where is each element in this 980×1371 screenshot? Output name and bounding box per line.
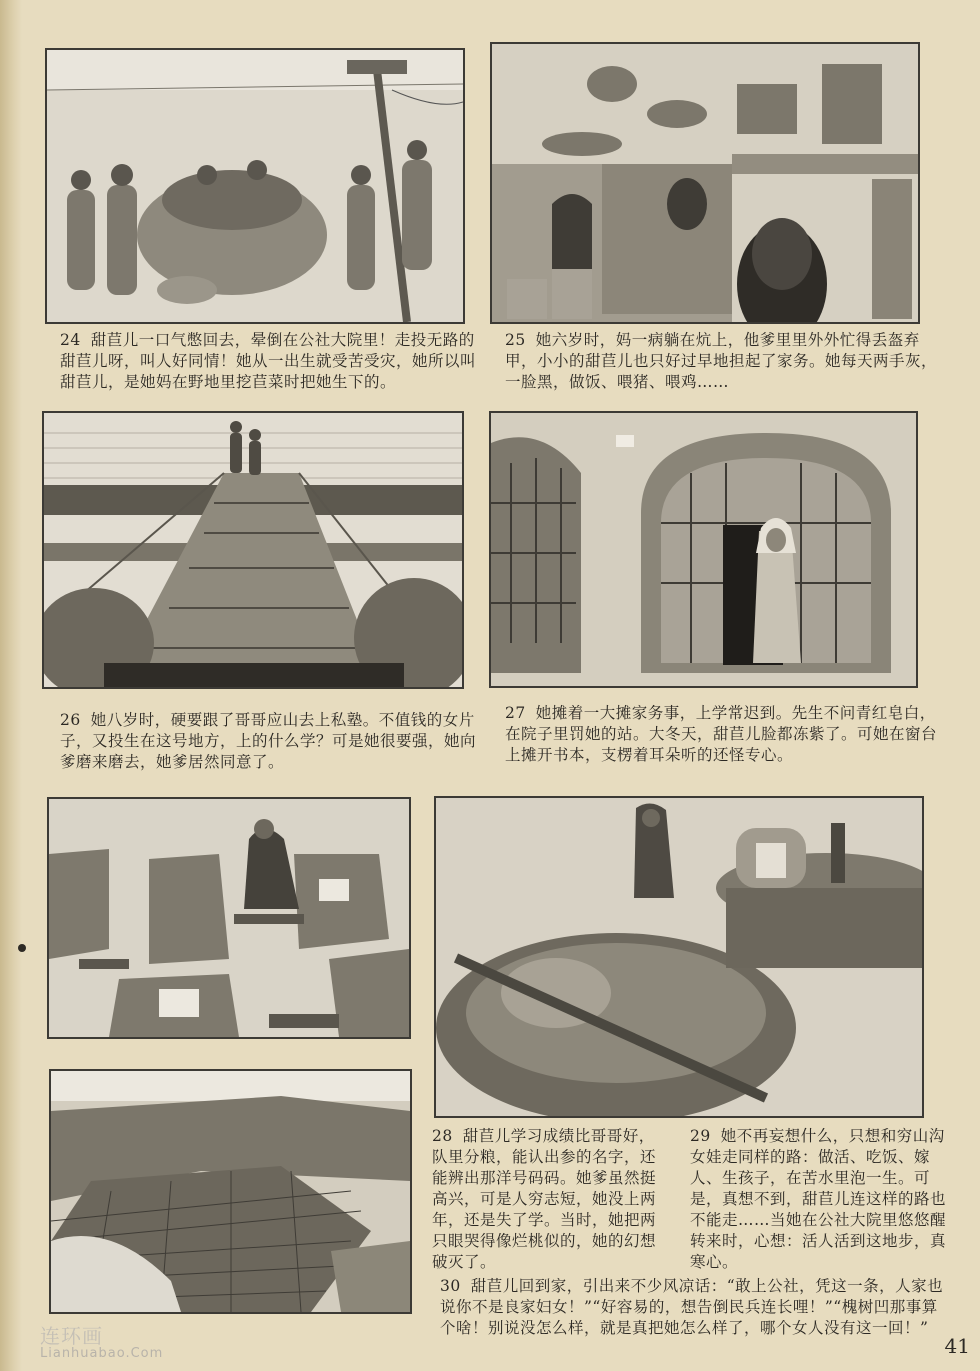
watermark-cn: 连环画 [40,1324,103,1348]
watermark-url: Lianhuabao.Com [40,1346,164,1361]
caption-text: 她不再妄想什么，只想和穷山沟女娃走同样的路：做活、吃饭、嫁人、生孩子，在苦水里泡一生。可是，真想不到，甜苣儿连这样的路也不能走……当她在公社大院里悠悠醒转来时，心想：活人活到这地步，真寒心。 [690,1127,947,1271]
panel-29-caption [690,1126,948,1273]
caption-text: 甜苣儿学习成绩比哥哥好，队里分粮，能认出参的名字，还能辨出那洋号码码。她爹虽然挺高兴，可是人穷志短，她没上两年，还是失了学。当时，她把两只眼哭得像烂桃似的，她的幻想破灭了。 [432,1127,657,1271]
panel-number: 28 [432,1127,453,1145]
panel-26-illustration [42,411,464,689]
binding-hole [18,944,26,952]
panel-number: 25 [505,331,526,349]
panel-number: 29 [690,1127,711,1145]
panel-27-caption [505,703,945,766]
panel-25-illustration [490,42,920,324]
panel-26-caption [60,710,480,773]
panel-27-illustration [489,411,918,688]
caption-text: 甜苣儿一口气憋回去，晕倒在公社大院里！走投无路的甜苣儿呀，叫人好同情！她从一出生就受苦受灾，她所以叫甜苣儿，是她妈在野地里挖苣菜时把她生下的。 [60,331,477,391]
page-binding-edge [0,0,22,1371]
panel-number: 26 [60,711,81,729]
panel-24-caption [60,330,480,393]
panel-30-illustration [49,1069,412,1314]
site-watermark [40,1326,163,1361]
panel-number: 30 [440,1277,461,1295]
panel-28-mill-illustration [434,796,924,1118]
panel-number: 24 [60,331,81,349]
panel-25-caption [505,330,945,393]
caption-text: 她八岁时，硬要跟了哥哥应山去上私塾。不值钱的女片子，又投生在这号地方，上的什么学？可是她很要强，她向爹磨来磨去，她爹居然同意了。 [60,711,477,771]
caption-text: 她六岁时，妈一病躺在炕上，他爹里里外外忙得丢盔弃甲，小小的甜苣儿也只好过早地担起了家务。她每天两手灰，一脸黑，做饭、喂猪、喂鸡…… [505,331,938,391]
caption-text: 她摊着一大摊家务事，上学常迟到。先生不问青红皂白，在院子里罚她的站。大冬天，甜苣儿脸都冻紫了。可她在窗台上摊开书本，支楞着耳朵听的还怪专心。 [505,704,938,764]
panel-number: 27 [505,704,526,722]
panel-30-caption [440,1276,950,1339]
panel-24-illustration [45,48,465,324]
page-number: 41 [944,1334,970,1358]
caption-text: 甜苣儿回到家，引出来不少风凉话：“敢上公社，凭这一条，人家也说你不是良家妇女！”“好容易的，想告倒民兵连长哩！”“槐树凹那事算个啥！别说没怎么样，就是真把她怎么样了，哪个女人没有这一回！” [440,1277,944,1337]
panel-28-illustration [47,797,411,1039]
panel-28-caption [432,1126,668,1273]
